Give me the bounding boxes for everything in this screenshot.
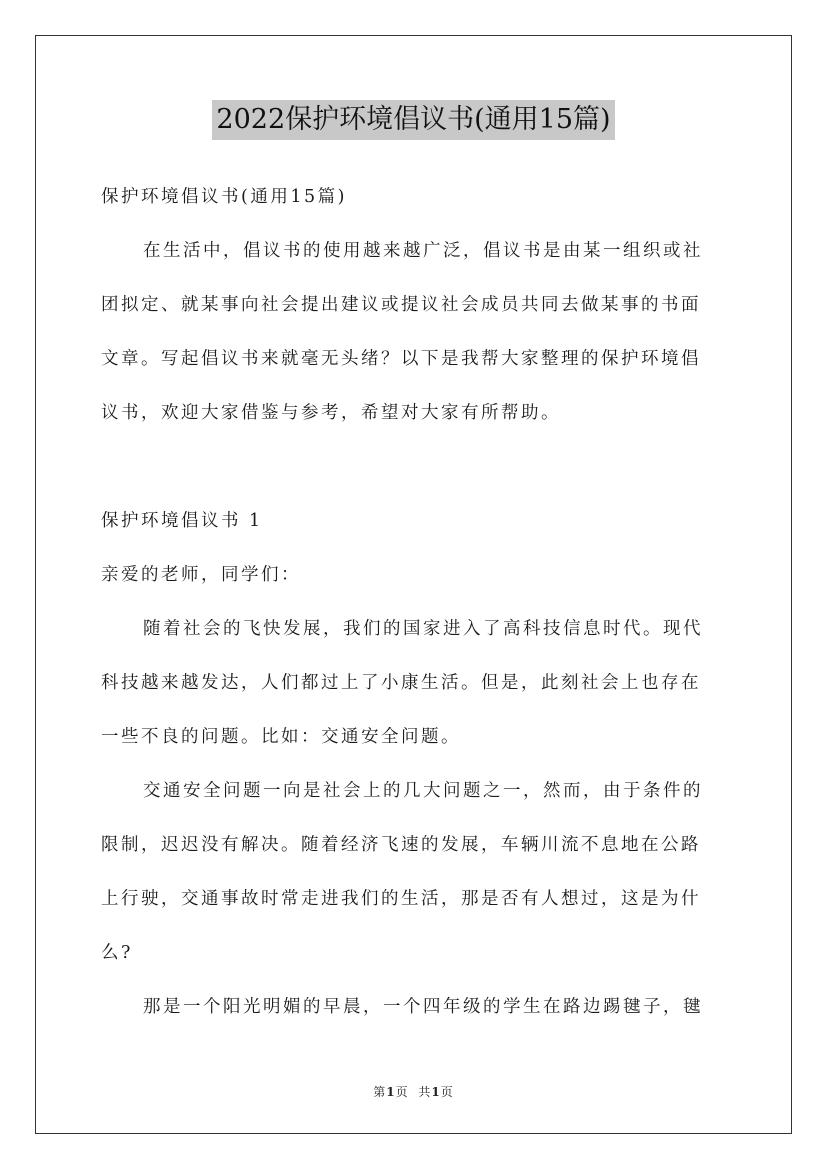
document-title: 2022保护环境倡议书(通用15篇) bbox=[212, 100, 614, 140]
paragraph-line: 一些不良的问题。比如：交通安全问题。 bbox=[101, 727, 461, 747]
paragraph-line: 交通安全问题一向是社会上的几大问题之一，然而，由于条件的 bbox=[143, 781, 703, 801]
paragraph-1 bbox=[101, 602, 729, 764]
section-heading: 保护环境倡议书 1 bbox=[101, 511, 263, 531]
paragraph-line: 限制，迟迟没有解决。随着经济飞速的发展，车辆川流不息地在公路 bbox=[101, 835, 701, 855]
paragraph-3 bbox=[101, 980, 729, 1034]
blank-line bbox=[101, 440, 729, 494]
paragraph-line: 科技越来越发达，人们都过上了小康生活。但是，此刻社会上也存在 bbox=[101, 673, 701, 693]
intro-line: 议书，欢迎大家借鉴与参考，希望对大家有所帮助。 bbox=[101, 403, 561, 423]
paragraph-line: 那是一个阳光明媚的早晨，一个四年级的学生在路边踢毽子，毽 bbox=[143, 997, 703, 1017]
page-number: 1 bbox=[386, 1085, 396, 1099]
page-suffix: 页 bbox=[395, 1085, 409, 1099]
page-prefix: 第 bbox=[373, 1085, 387, 1099]
paragraph-line: 随着社会的飞快发展，我们的国家进入了高科技信息时代。现代 bbox=[143, 619, 703, 639]
intro-line: 在生活中，倡议书的使用越来越广泛，倡议书是由某一组织或社 bbox=[143, 241, 703, 261]
paragraph-2 bbox=[101, 764, 729, 980]
intro-paragraph bbox=[101, 224, 729, 440]
subtitle: 保护环境倡议书(通用15篇) bbox=[101, 187, 347, 207]
total-pages: 1 bbox=[431, 1085, 441, 1099]
total-prefix: 共 bbox=[418, 1085, 432, 1099]
page-footer bbox=[0, 1083, 827, 1100]
paragraph-line: 么? bbox=[101, 943, 133, 963]
salutation: 亲爱的老师，同学们： bbox=[101, 565, 301, 585]
title-wrap bbox=[0, 100, 827, 140]
intro-line: 团拟定、就某事向社会提出建议或提议社会成员共同去做某事的书面 bbox=[101, 295, 701, 315]
document-body bbox=[101, 170, 729, 1034]
total-suffix: 页 bbox=[440, 1085, 454, 1099]
intro-line: 文章。写起倡议书来就毫无头绪？以下是我帮大家整理的保护环境倡 bbox=[101, 349, 701, 369]
paragraph-line: 上行驶，交通事故时常走进我们的生活，那是否有人想过，这是为什 bbox=[101, 889, 701, 909]
